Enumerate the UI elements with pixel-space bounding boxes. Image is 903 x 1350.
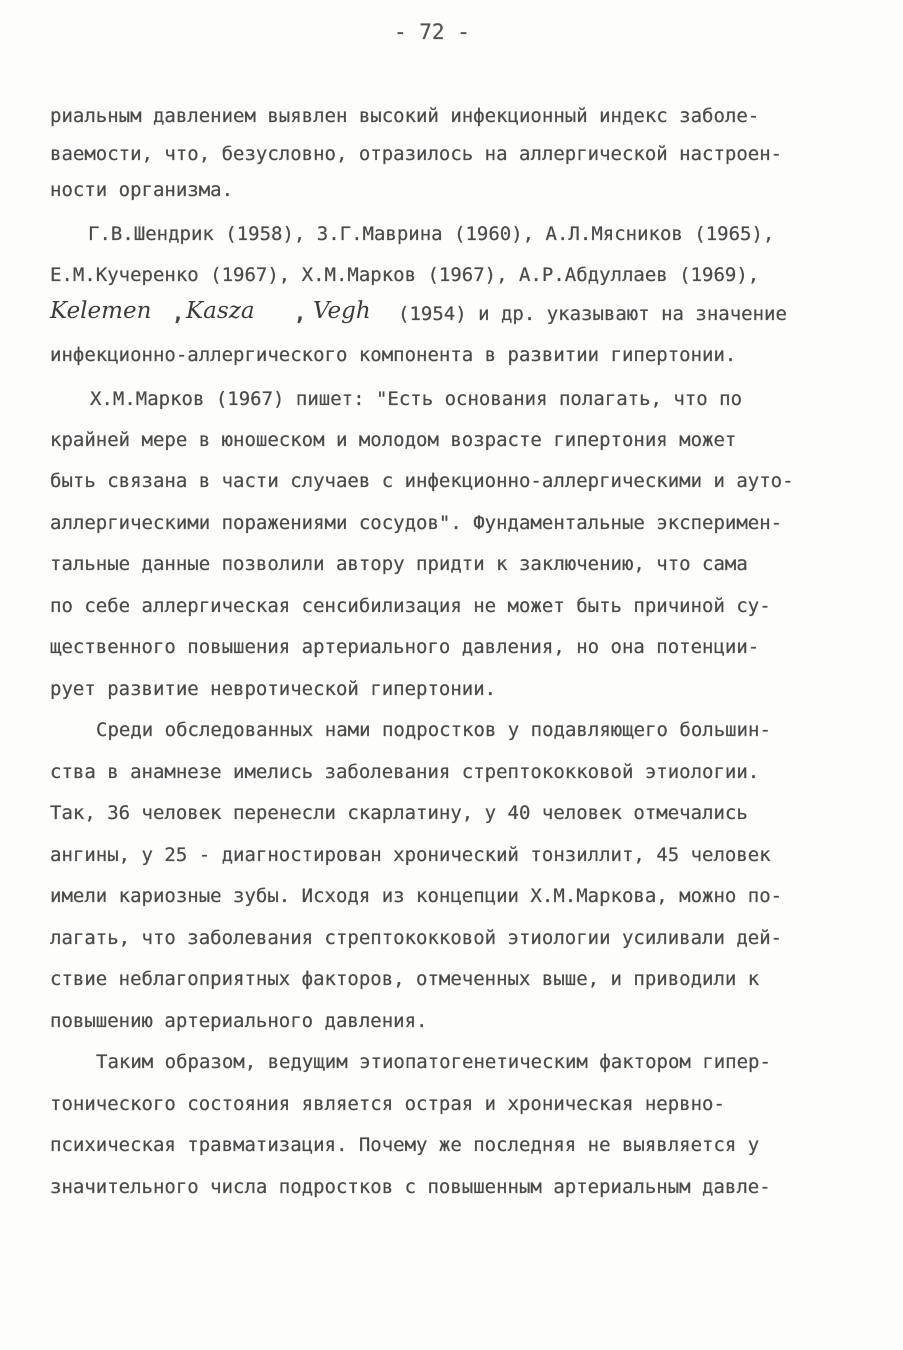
- text-line: Так, 36 человек перенесли скарлатину, у 40 человек отмечались: [50, 802, 748, 824]
- text-line: психическая травматизация. Почему же последняя не выявляется у: [50, 1134, 760, 1156]
- text-line: Среди обследованных нами подростков у подавляющего большин-: [96, 719, 771, 741]
- text-line: повышению артериального давления.: [50, 1010, 428, 1032]
- text-line: щественного повышения артериального давления, но она потенции-: [50, 636, 760, 658]
- comma: ,: [294, 301, 307, 325]
- handwritten-name-kasza: Kasza: [186, 298, 255, 324]
- text-line: быть связана в части случаев с инфекционно-аллергическими и ауто-: [50, 470, 794, 492]
- text-line: значительного числа подростков с повышенным артериальным давле-: [50, 1176, 771, 1198]
- text-line: ства в анамнезе имелись заболевания стрептококковой этиологии.: [50, 761, 760, 783]
- comma: ,: [172, 301, 185, 325]
- text-line: аллергическими поражениями сосудов". Фундаментальные эксперимен-: [50, 512, 783, 534]
- text-line: тальные данные позволили автору придти к заключению, что сама: [50, 553, 748, 575]
- handwritten-name-vegh: Vegh: [313, 298, 371, 324]
- handwritten-name-kelemen: Kelemen: [50, 298, 152, 324]
- text-line: ствие неблагоприятных факторов, отмеченных выше, и приводили к: [50, 968, 760, 990]
- text-line: риальным давлением выявлен высокий инфекционный индекс заболе-: [50, 105, 760, 127]
- page-number: - 72 -: [394, 20, 470, 44]
- text-line: по себе аллергическая сенсибилизация не может быть причиной су-: [50, 595, 771, 617]
- text-line: крайней мере в юношеском и молодом возрасте гипертония может: [50, 429, 737, 451]
- text-line: лагать, что заболевания стрептококковой этиологии усиливали дей-: [50, 927, 783, 949]
- text-line: ваемости, что, безусловно, отразилось на аллергической настроен-: [50, 143, 783, 165]
- text-line: (1954) и др. указывают на значение: [398, 303, 787, 325]
- text-line: Х.М.Марков (1967) пишет: "Есть основания полагать, что по: [90, 388, 743, 410]
- text-line: ности организма.: [50, 179, 234, 201]
- text-line: рует развитие невротической гипертонии.: [50, 678, 497, 700]
- text-line: Таким образом, ведущим этиопатогенетическим фактором гипер-: [96, 1051, 771, 1073]
- text-line: Г.В.Шендрик (1958), З.Г.Маврина (1960), А.Л.Мясников (1965),: [88, 223, 775, 245]
- text-line: ангины, у 25 - диагностирован хронический тонзиллит, 45 человек: [50, 844, 771, 866]
- text-line: инфекционно-аллергического компонента в развитии гипертонии.: [50, 344, 737, 366]
- text-line: Е.М.Кучеренко (1967), Х.М.Марков (1967), А.Р.Абдуллаев (1969),: [50, 264, 760, 286]
- text-line: имели кариозные зубы. Исходя из концепции Х.М.Маркова, можно по-: [50, 885, 783, 907]
- text-line: тонического состояния является острая и хроническая нервно-: [50, 1093, 725, 1115]
